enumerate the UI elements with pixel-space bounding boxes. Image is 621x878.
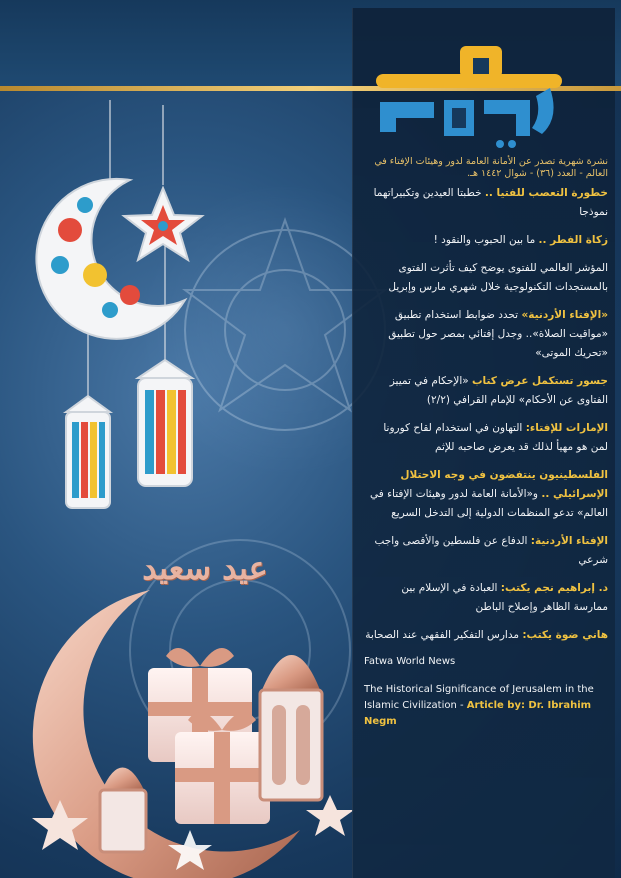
contents-item[interactable] — [364, 259, 608, 297]
lantern-small — [66, 396, 110, 508]
item-text: ما بين الحبوب والنقود ! — [433, 234, 539, 246]
item-highlight: الفلسطينيون ينتفضون في وجه الاحتلال الإسرائيلي .. — [400, 469, 608, 500]
english-article-byline: Article by: Dr. Ibrahim Negm — [364, 700, 592, 727]
masthead-tagline: نشرة شهرية تصدر عن الأمانة العامة لدور وهيئات الإفتاء في العالم - العدد (٣٦) - شوال ١٤٤٢ هـ. — [374, 156, 608, 179]
contents-item[interactable] — [364, 579, 608, 617]
item-highlight: الإمارات للإفتاء: — [525, 422, 608, 434]
item-text: التهاون في استخدام لقاح كورونا لمن هو مهيأ لذلك قد يعرض صاحبه للإثم — [383, 422, 608, 453]
contents-item[interactable] — [364, 532, 608, 570]
logo-title: جسور — [360, 40, 363, 41]
item-text: تحدد ضوابط استخدام تطبيق «مواقيت الصلاة».. وجدل إفتائي بمصر حول تطبيق «تحريك الموتى» — [388, 309, 608, 359]
contents-item[interactable] — [364, 184, 608, 222]
contents-item[interactable] — [364, 419, 608, 457]
contents-item[interactable] — [364, 231, 608, 250]
contents-item[interactable] — [364, 372, 608, 410]
rose-gold-lantern-right — [260, 655, 322, 800]
english-article-title: The Historical Significance of Jerusalem in the Islamic Civilization - — [364, 684, 594, 711]
english-section-title[interactable]: Fatwa World News — [364, 656, 456, 667]
item-text: مدارس التفكير الفقهي عند الصحابة — [365, 629, 523, 641]
jusoor-logo — [360, 40, 570, 152]
gift-boxes — [148, 648, 270, 824]
english-article[interactable] — [364, 682, 608, 730]
contents-item[interactable] — [364, 626, 608, 645]
item-highlight: جسور تستكمل عرض كتاب — [472, 375, 608, 387]
contents-list — [364, 184, 608, 730]
logo-bridge-bar — [376, 74, 562, 88]
rose-gold-lantern-left — [100, 768, 146, 853]
item-highlight: «الإفتاء الأردنية» — [521, 309, 608, 321]
item-highlight: خطورة التعصب للفتيا .. — [484, 187, 608, 199]
eid-greeting-calligraphy: عيد سعيد — [142, 549, 268, 587]
item-text: العبادة في الإسلام بين ممارسة الظاهر وإصلاح الباطن — [401, 582, 608, 613]
item-text: «الإحكام في تمييز الفتاوى عن الأحكام» للإمام القرافي (٢/٢) — [389, 375, 608, 406]
item-highlight: هاني ضوة يكتب: — [522, 629, 608, 641]
item-highlight: الإفتاء الأردنية: — [530, 535, 608, 547]
lantern-large — [138, 360, 192, 486]
item-text: المؤشر العالمي للفتوى يوضح كيف تأثرت الفتوى بالمستجدات التكنولوجية خلال شهري مارس وإبريل — [388, 262, 608, 293]
item-highlight: د. إبراهيم نجم يكتب: — [500, 582, 608, 594]
item-text: و«الأمانة العامة لدور وهيئات الإفتاء في العالم» تدعو المنظمات الدولية إلى التدخل السريع — [370, 488, 608, 519]
item-text: الدفاع عن فلسطين والأقصى واجب شرعي — [374, 535, 608, 566]
item-text: خطبتا العيدين وتكبيراتهما نموذجا — [373, 187, 608, 218]
contents-item[interactable] — [364, 306, 608, 363]
contents-item[interactable] — [364, 466, 608, 523]
item-highlight: زكاة الفطر .. — [538, 234, 608, 246]
